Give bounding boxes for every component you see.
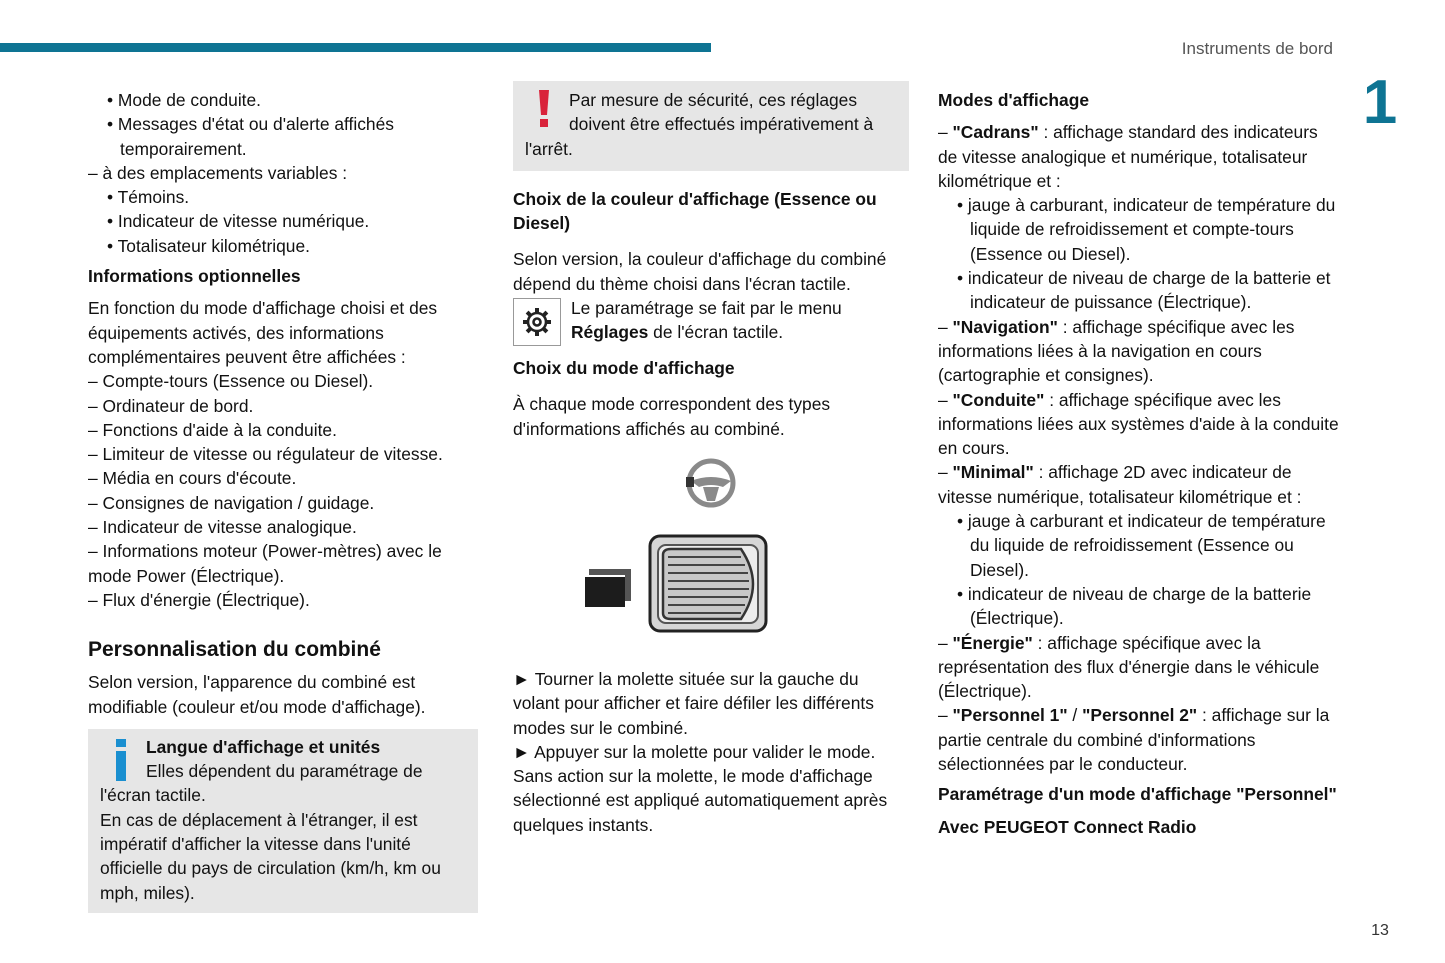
- info-icon: [108, 739, 134, 783]
- mode-choice-heading: Choix du mode d'affichage: [513, 358, 735, 379]
- mode-energie: – "Énergie" : affichage spécifique avec la représentation des flux d'énergie dans le véhicule (Électrique).: [938, 632, 1320, 702]
- connect-radio-subheading: Avec PEUGEOT Connect Radio: [938, 816, 1197, 837]
- list-item: – Fonctions d'aide à la conduite.: [88, 419, 337, 440]
- optional-info-heading: Informations optionnelles: [88, 266, 301, 287]
- color-choice-heading: Choix de la couleur d'affichage (Essence ou Diesel): [513, 188, 877, 234]
- info-note-text: Elles dépendent du paramétrage de l'écran tactile.: [100, 761, 423, 806]
- personalisation-heading: Personnalisation du combiné: [88, 638, 381, 662]
- list-item: – Indicateur de vitesse analogique.: [88, 517, 357, 538]
- color-choice-text: Selon version, la couleur d'affichage du combiné dépend du thème choisi dans l'écran tactile.: [513, 249, 887, 294]
- info-note-title: Langue d'affichage et unités: [146, 736, 381, 757]
- warning-icon: [531, 90, 557, 130]
- step-press-wheel: ► Appuyer sur la molette pour valider le mode.: [513, 741, 876, 762]
- mode-navigation: – "Navigation" : affichage spécifique avec les informations liées à la navigation en cours (cartographie et consignes).: [938, 316, 1295, 386]
- list-item: – Limiteur de vitesse ou régulateur de vitesse.: [88, 444, 443, 465]
- mode-conduite: – "Conduite" : affichage spécifique avec les informations liées aux systèmes d'aide à la conduite en cours.: [938, 389, 1339, 459]
- column-middle: [513, 88, 909, 837]
- section-title: Instruments de bord: [1181, 39, 1333, 58]
- column-left: [88, 88, 478, 913]
- personalisation-text: Selon version, l'apparence du combiné est modifiable (couleur et/ou mode d'affichage).: [88, 672, 426, 717]
- optional-info-intro: En fonction du mode d'affichage choisi et des équipements activés, des informations complémentaires peuvent être affichées :: [88, 298, 438, 367]
- step-rotate-wheel: ► Tourner la molette située sur la gauche du volant pour afficher et faire défiler les différents modes sur le combiné.: [513, 668, 874, 738]
- header-accent-bar: [0, 43, 711, 52]
- list-item: • Messages d'état ou d'alerte affichés temporairement.: [107, 114, 394, 159]
- list-item: • indicateur de niveau de charge de la batterie (Électrique).: [957, 583, 1312, 629]
- list-item: – Média en cours d'écoute.: [88, 468, 297, 489]
- settings-instruction: Le paramétrage se fait par le menu Réglages de l'écran tactile.: [513, 296, 909, 346]
- list-item: • Indicateur de vitesse numérique.: [107, 211, 370, 232]
- warning-note-box: [513, 81, 909, 171]
- list-item: • jauge à carburant, indicateur de température du liquide de refroidissement et compte-tours (Essence ou Diesel).: [957, 195, 1336, 264]
- list-item: – Flux d'énergie (Électrique).: [88, 589, 310, 610]
- list-item: – Ordinateur de bord.: [88, 395, 254, 416]
- mode-personnel: – "Personnel 1" / "Personnel 2" : affichage sur la partie centrale du combiné d'informations sélectionnées par le conducteur.: [938, 705, 1330, 775]
- list-item: – Consignes de navigation / guidage.: [88, 492, 375, 513]
- list-item: • Totalisateur kilométrique.: [107, 235, 310, 256]
- list-item: – Compte-tours (Essence ou Diesel).: [88, 371, 374, 392]
- display-modes-icon: [583, 569, 631, 607]
- list-item: – Informations moteur (Power-mètres) avec le mode Power (Électrique).: [88, 541, 442, 586]
- list-item: • Mode de conduite.: [107, 90, 262, 110]
- mode-choice-text: À chaque mode correspondent des types d'informations affichés au combiné.: [513, 394, 831, 439]
- settings-menu-name: Réglages: [571, 322, 649, 343]
- list-item: • Témoins.: [107, 187, 190, 208]
- thumbwheel-icon: [650, 536, 766, 631]
- steering-wheel-icon: [686, 461, 733, 505]
- list-item: – à des emplacements variables :: [88, 162, 348, 183]
- mode-cadrans: – "Cadrans" : affichage standard des indicateurs de vitesse analogique et numérique, totalisateur kilométrique et :: [938, 122, 1318, 191]
- custom-mode-heading: Paramétrage d'un mode d'affichage "Personnel": [938, 784, 1337, 805]
- list-item: • indicateur de niveau de charge de la batterie et indicateur de puissance (Électrique).: [957, 268, 1331, 313]
- page-number: 13: [1371, 922, 1389, 939]
- mode-minimal: – "Minimal" : affichage 2D avec indicateur de vitesse numérique, totalisateur kilométrique et :: [938, 462, 1302, 507]
- info-note-text: En cas de déplacement à l'étranger, il est impératif d'afficher la vitesse dans l'unité officielle du pays de circulation (km/h, km ou mph, miles).: [100, 809, 441, 903]
- gear-icon: [513, 298, 561, 346]
- auto-apply-text: Sans action sur la molette, le mode d'affichage sélectionné est appliqué automatiquement après quelques instants.: [513, 766, 888, 835]
- chapter-number: 1: [1362, 68, 1398, 137]
- list-item: • jauge à carburant et indicateur de température du liquide de refroidissement (Essence ou Diesel).: [957, 511, 1326, 580]
- display-modes-heading: Modes d'affichage: [938, 90, 1090, 110]
- info-note-box: [88, 729, 478, 913]
- column-right: [938, 88, 1340, 839]
- thumbwheel-illustration: [513, 457, 909, 657]
- warning-note-text: Par mesure de sécurité, ces réglages doivent être effectués impérativement à l'arrêt.: [525, 90, 874, 159]
